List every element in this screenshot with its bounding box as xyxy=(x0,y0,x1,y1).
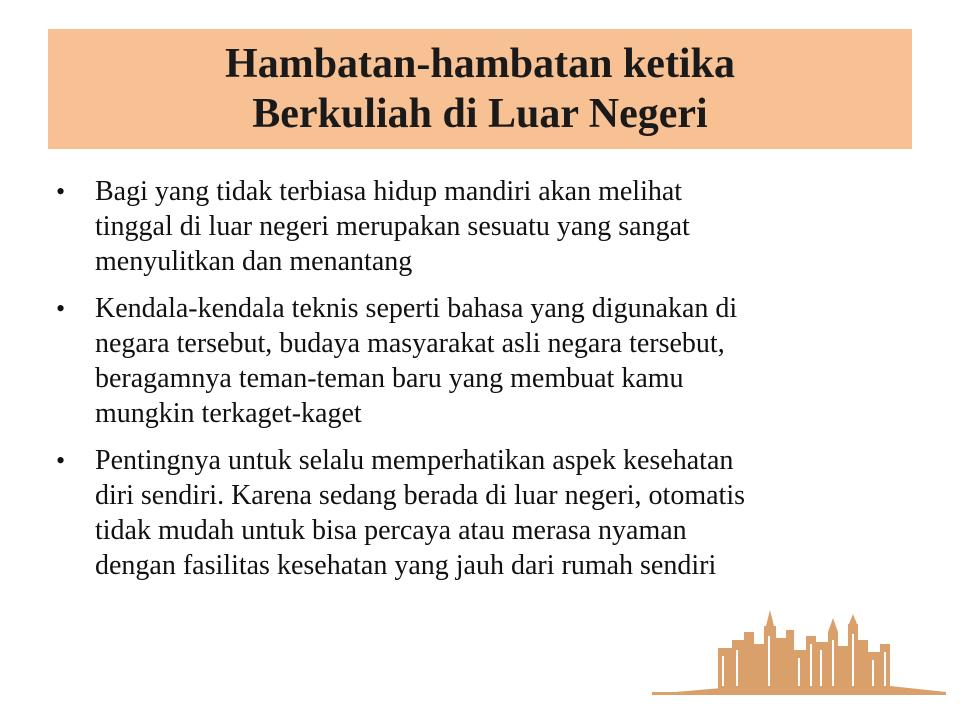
bullet-marker: • xyxy=(56,294,66,323)
bullet-3-line-4: dengan fasilitas kesehatan yang jauh dari rumah sendiri xyxy=(95,550,717,581)
city-skyline-icon xyxy=(652,610,946,698)
bullet-item-2 xyxy=(56,291,916,431)
bullet-3-line-1: Pentingnya untuk selalu memperhatikan aspek kesehatan xyxy=(95,445,734,476)
bullet-2-line-1: Kendala-kendala teknis seperti bahasa yang digunakan di xyxy=(95,293,738,324)
title-banner xyxy=(48,29,912,149)
bullet-item-1 xyxy=(56,174,916,279)
title-line-1: Hambatan-hambatan ketika xyxy=(225,41,735,87)
bullet-2-line-3: beragamnya teman-teman baru yang membuat kamu xyxy=(95,363,684,394)
bullet-3-line-2: diri sendiri. Karena sedang berada di luar negeri, otomatis xyxy=(95,480,745,511)
bullet-2-line-4: mungkin terkaget-kaget xyxy=(95,398,362,429)
bullet-1-line-2: tinggal di luar negeri merupakan sesuatu yang sangat xyxy=(95,211,690,242)
bullet-3-line-3: tidak mudah untuk bisa percaya atau merasa nyaman xyxy=(95,515,687,546)
bullet-1-line-1: Bagi yang tidak terbiasa hidup mandiri akan melihat xyxy=(95,176,683,207)
title-line-2: Berkuliah di Luar Negeri xyxy=(252,91,708,137)
bullet-marker: • xyxy=(56,177,66,206)
bullet-1-line-3: menyulitkan dan menantang xyxy=(95,246,413,277)
bullet-list xyxy=(56,174,916,595)
bullet-2-line-2: negara tersebut, budaya masyarakat asli negara tersebut, xyxy=(95,328,725,359)
bullet-item-3 xyxy=(56,443,916,583)
slide-title xyxy=(225,39,735,139)
bullet-marker: • xyxy=(56,446,66,475)
